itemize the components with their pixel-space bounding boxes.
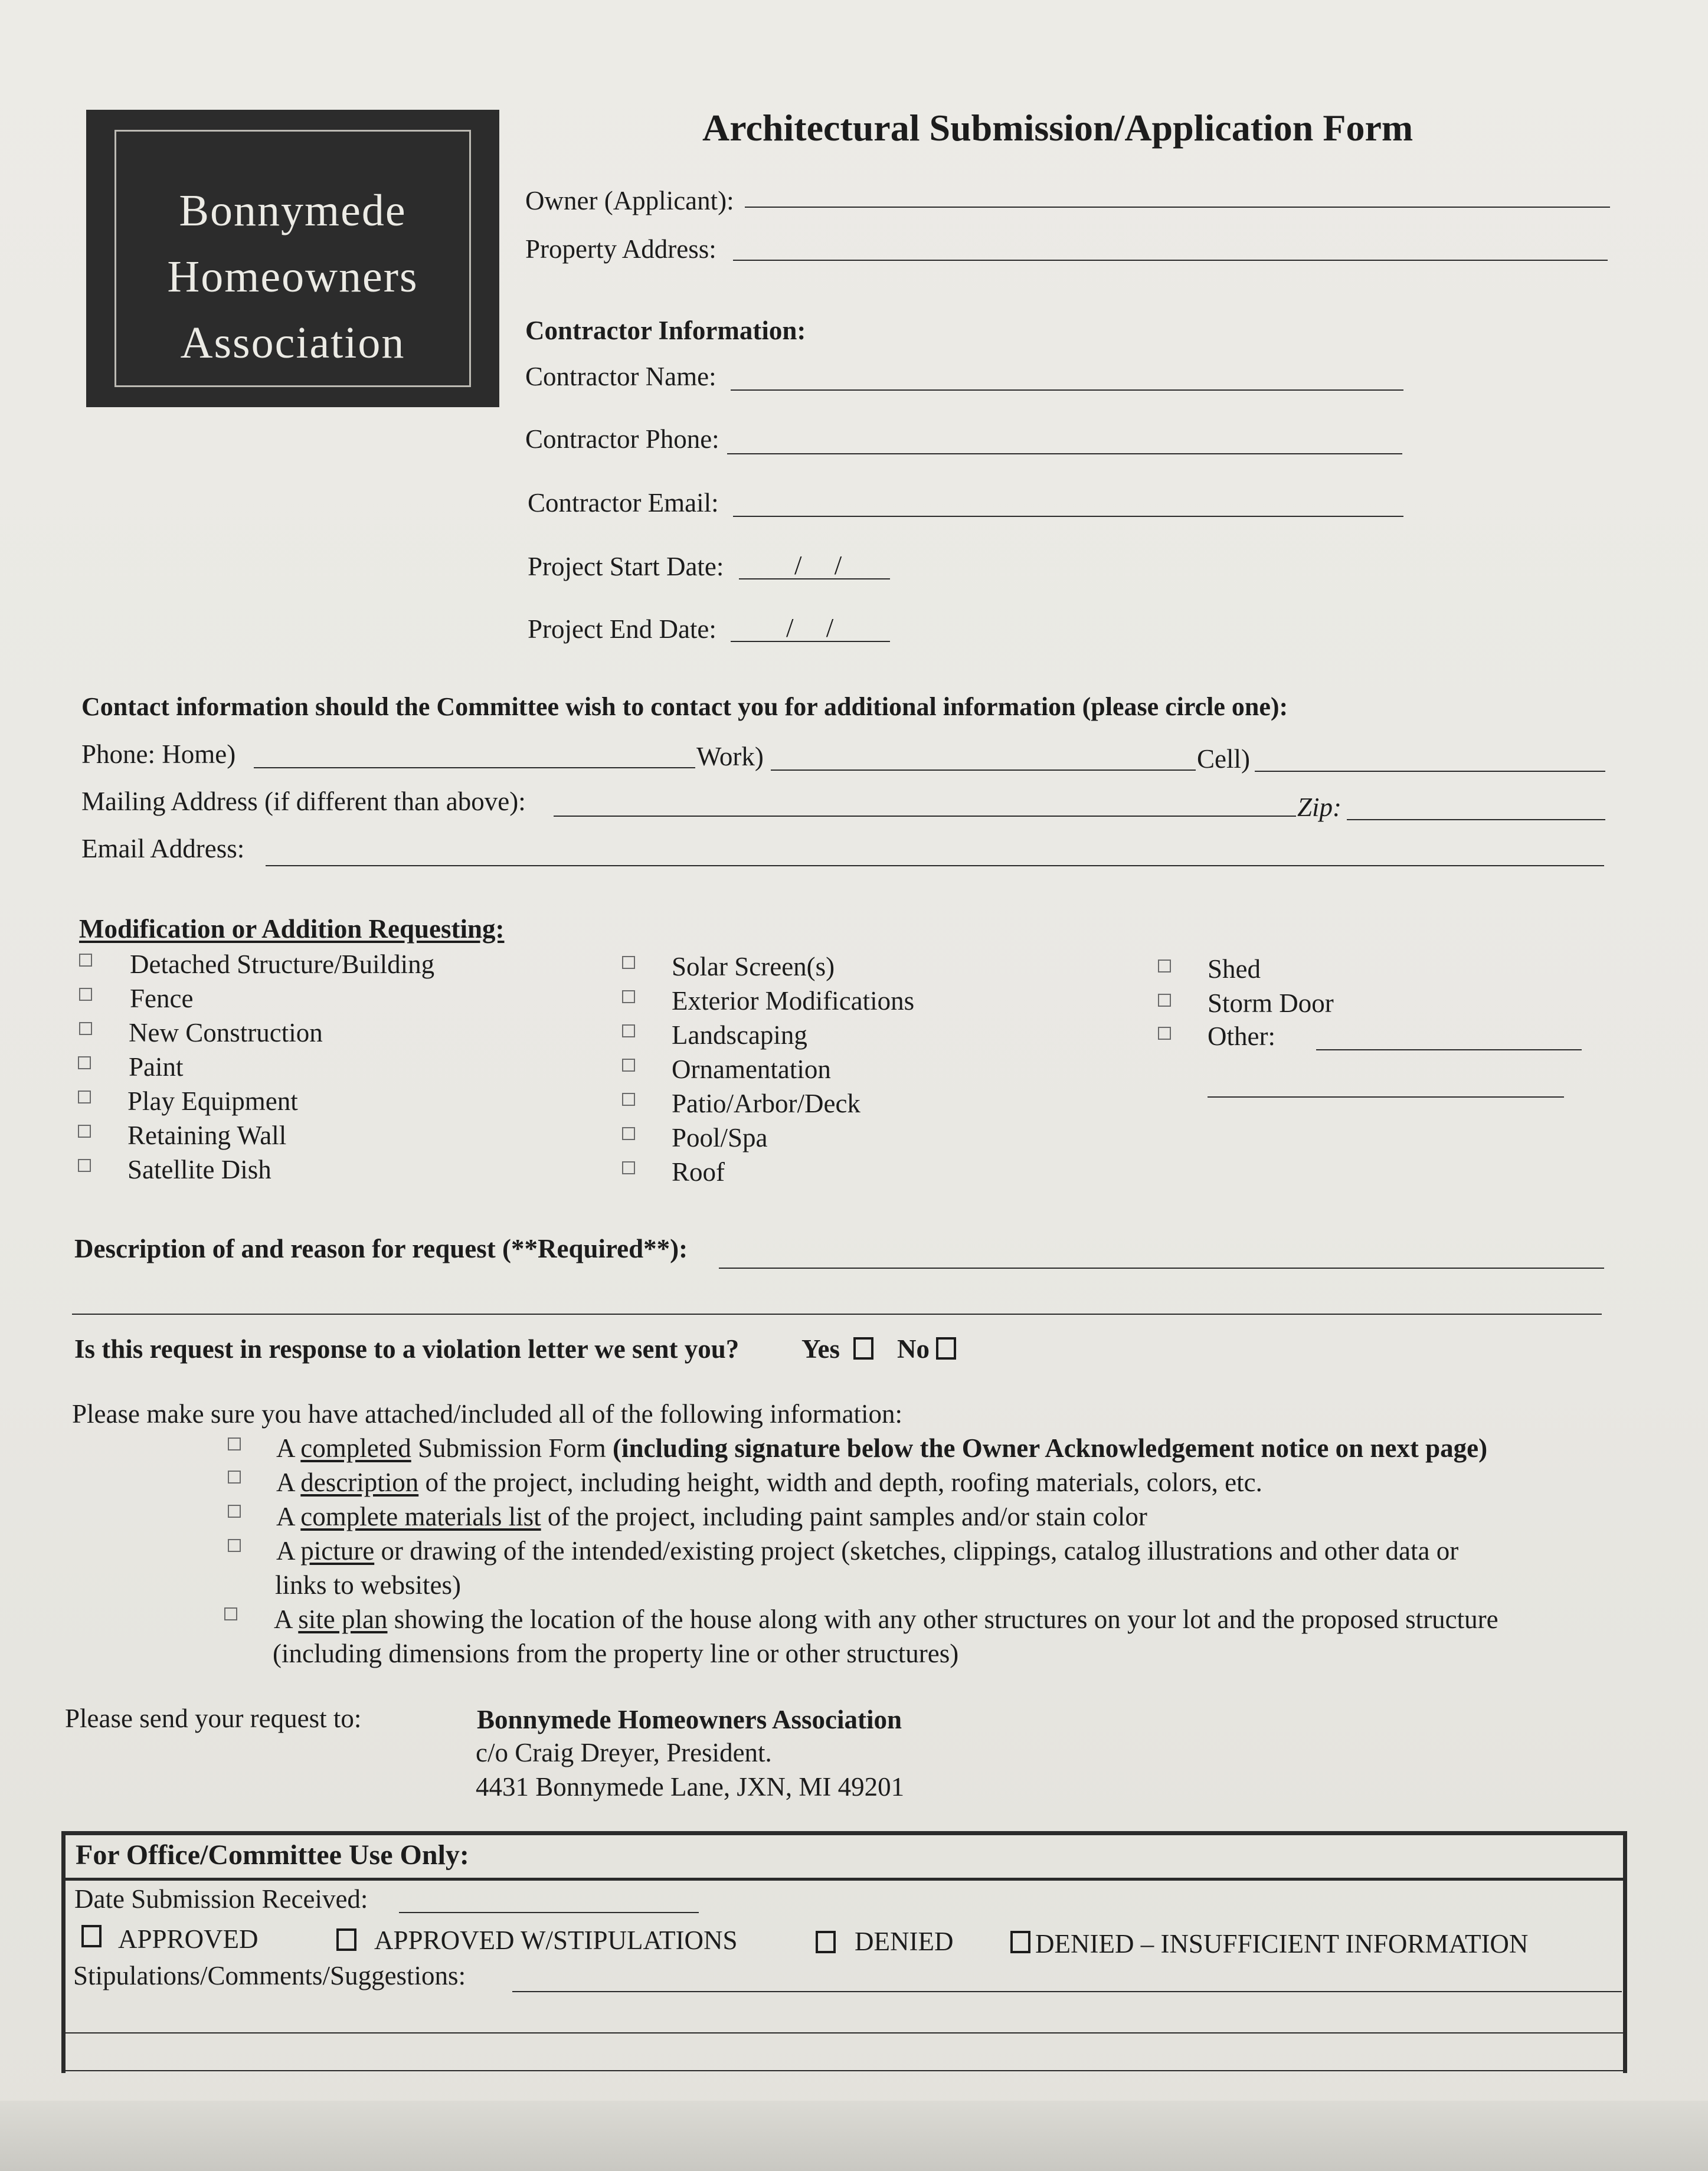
checkbox-roof[interactable]: [622, 1161, 635, 1174]
checkbox-attach-description[interactable]: [228, 1471, 241, 1484]
attachment-item-4: A picture or drawing of the intended/existing project (sketches, clippings, catalog illustrations and other data or: [276, 1536, 1459, 1566]
violation-no-label: No: [897, 1334, 930, 1364]
checkbox-solar-screen[interactable]: [622, 956, 635, 969]
option-exterior-modifications: Exterior Modifications: [672, 986, 915, 1016]
contractor-email-label: Contractor Email:: [528, 488, 719, 518]
email-address-field[interactable]: [266, 865, 1604, 866]
checkbox-attach-picture[interactable]: [228, 1539, 241, 1552]
contractor-phone-label: Contractor Phone:: [525, 424, 719, 454]
contact-heading: Contact information should the Committee wish to contact you for additional information (please circle one):: [81, 692, 1288, 721]
checkbox-denied[interactable]: [816, 1931, 836, 1953]
logo-line-3: Association: [180, 318, 405, 368]
checkbox-retaining-wall[interactable]: [78, 1125, 91, 1138]
denied-label: DENIED: [855, 1927, 954, 1956]
page-bottom-shadow: [0, 2101, 1708, 2171]
checkbox-fence[interactable]: [79, 988, 92, 1001]
option-paint: Paint: [129, 1052, 184, 1082]
checkbox-approved-stipulations[interactable]: [336, 1928, 356, 1951]
logo-line-1: Bonnymede: [179, 186, 407, 235]
send-to-org: Bonnymede Homeowners Association: [477, 1705, 902, 1734]
option-satellite-dish: Satellite Dish: [127, 1155, 271, 1184]
option-pool-spa: Pool/Spa: [672, 1123, 768, 1152]
denied-insufficient-label: DENIED – INSUFFICIENT INFORMATION: [1035, 1929, 1529, 1959]
option-detached-structure: Detached Structure/Building: [130, 949, 435, 979]
modification-heading: Modification or Addition Requesting:: [79, 914, 505, 944]
checkbox-other[interactable]: [1158, 1027, 1171, 1040]
description-label: Description of and reason for request (**Required**):: [74, 1234, 688, 1263]
property-address-label: Property Address:: [525, 234, 716, 264]
comments-field[interactable]: [512, 1991, 1622, 1992]
zip-label: Zip:: [1297, 793, 1342, 822]
description-field[interactable]: [719, 1268, 1604, 1269]
checkbox-attach-materials-list[interactable]: [228, 1505, 241, 1518]
option-fence: Fence: [130, 984, 194, 1013]
other-field[interactable]: [1316, 1049, 1582, 1050]
checkbox-denied-insufficient[interactable]: [1010, 1931, 1030, 1953]
contractor-name-field[interactable]: [731, 389, 1403, 391]
project-start-slashes: / /: [794, 551, 855, 580]
office-heading-divider: [65, 1878, 1623, 1881]
phone-work-field[interactable]: [771, 769, 1196, 771]
hoa-logo: [86, 110, 499, 407]
checkbox-play-equipment[interactable]: [78, 1091, 91, 1103]
attachment-item-5: A site plan showing the location of the house along with any other structures on your lot and the proposed structure: [274, 1604, 1498, 1634]
checkbox-ornamentation[interactable]: [622, 1059, 635, 1072]
date-received-label: Date Submission Received:: [74, 1884, 368, 1914]
option-retaining-wall: Retaining Wall: [127, 1121, 287, 1150]
checkbox-detached-structure[interactable]: [79, 954, 92, 967]
checkbox-patio-arbor-deck[interactable]: [622, 1093, 635, 1106]
send-to-care-of: c/o Craig Dreyer, President.: [476, 1738, 772, 1767]
send-to-label: Please send your request to:: [65, 1704, 362, 1733]
description-field-line-2[interactable]: [72, 1314, 1602, 1315]
option-solar-screen: Solar Screen(s): [672, 952, 835, 981]
comments-field-line-3[interactable]: [61, 2070, 1625, 2071]
contractor-name-label: Contractor Name:: [525, 362, 716, 391]
owner-field[interactable]: [745, 207, 1610, 208]
mailing-address-label: Mailing Address (if different than above):: [81, 787, 526, 816]
checkbox-attach-completed-form[interactable]: [228, 1437, 241, 1450]
zip-field[interactable]: [1347, 819, 1605, 820]
option-storm-door: Storm Door: [1208, 988, 1334, 1018]
page-title: Architectural Submission/Application Form: [702, 107, 1413, 149]
option-ornamentation: Ornamentation: [672, 1055, 831, 1084]
attachment-item-1: A completed Submission Form (including signature below the Owner Acknowledgement notice on next page): [276, 1433, 1488, 1463]
logo-line-2: Homeowners: [167, 252, 418, 302]
checkbox-new-construction[interactable]: [79, 1022, 92, 1035]
option-other: Other:: [1208, 1021, 1275, 1051]
checkbox-satellite-dish[interactable]: [78, 1159, 91, 1172]
phone-cell-label: Cell): [1197, 744, 1250, 774]
mailing-address-field[interactable]: [554, 816, 1296, 817]
attachments-intro: Please make sure you have attached/included all of the following information:: [72, 1399, 903, 1429]
contractor-heading: Contractor Information:: [525, 316, 806, 345]
checkbox-exterior-modifications[interactable]: [622, 990, 635, 1003]
phone-work-label: Work): [696, 742, 764, 771]
phone-cell-field[interactable]: [1255, 771, 1605, 772]
checkbox-violation-yes[interactable]: [853, 1337, 873, 1360]
other-field-line-2[interactable]: [1208, 1096, 1564, 1098]
property-address-field[interactable]: [733, 260, 1608, 261]
comments-field-line-2[interactable]: [65, 2032, 1623, 2034]
contractor-phone-field[interactable]: [727, 453, 1402, 454]
option-roof: Roof: [672, 1157, 725, 1187]
option-play-equipment: Play Equipment: [127, 1086, 298, 1116]
checkbox-pool-spa[interactable]: [622, 1127, 635, 1140]
option-new-construction: New Construction: [129, 1018, 323, 1047]
option-shed: Shed: [1208, 954, 1261, 984]
violation-yes-label: Yes: [801, 1334, 840, 1364]
attachment-item-4-line-2: links to websites): [275, 1570, 461, 1600]
project-end-slashes: / /: [786, 613, 847, 643]
email-address-label: Email Address:: [81, 834, 245, 863]
violation-question: Is this request in response to a violation letter we sent you?: [74, 1334, 740, 1364]
checkbox-storm-door[interactable]: [1158, 994, 1171, 1007]
option-patio-arbor-deck: Patio/Arbor/Deck: [672, 1089, 860, 1118]
checkbox-shed[interactable]: [1158, 960, 1171, 972]
option-landscaping: Landscaping: [672, 1020, 807, 1050]
project-end-label: Project End Date:: [528, 614, 716, 644]
checkbox-landscaping[interactable]: [622, 1024, 635, 1037]
attachment-item-2: A description of the project, including height, width and depth, roofing materials, colors, etc.: [276, 1468, 1262, 1497]
phone-home-field[interactable]: [254, 767, 695, 768]
checkbox-attach-site-plan[interactable]: [224, 1607, 237, 1620]
attachment-item-5-line-2: (including dimensions from the property line or other structures): [273, 1639, 959, 1668]
attachment-item-3: A complete materials list of the project, including paint samples and/or stain color: [276, 1502, 1147, 1531]
approved-stipulations-label: APPROVED W/STIPULATIONS: [374, 1926, 738, 1955]
owner-label: Owner (Applicant):: [525, 186, 734, 215]
checkbox-paint[interactable]: [78, 1056, 91, 1069]
checkbox-violation-no[interactable]: [936, 1337, 956, 1360]
contractor-email-field[interactable]: [733, 516, 1403, 517]
phone-home-label: Phone: Home): [81, 739, 236, 769]
comments-label: Stipulations/Comments/Suggestions:: [73, 1961, 466, 1990]
checkbox-approved[interactable]: [81, 1925, 102, 1947]
send-to-address: 4431 Bonnymede Lane, JXN, MI 49201: [476, 1772, 905, 1802]
approved-label: APPROVED: [118, 1924, 259, 1954]
project-start-label: Project Start Date:: [528, 552, 724, 581]
date-received-field[interactable]: [399, 1912, 699, 1913]
office-use-heading: For Office/Committee Use Only:: [76, 1839, 469, 1871]
